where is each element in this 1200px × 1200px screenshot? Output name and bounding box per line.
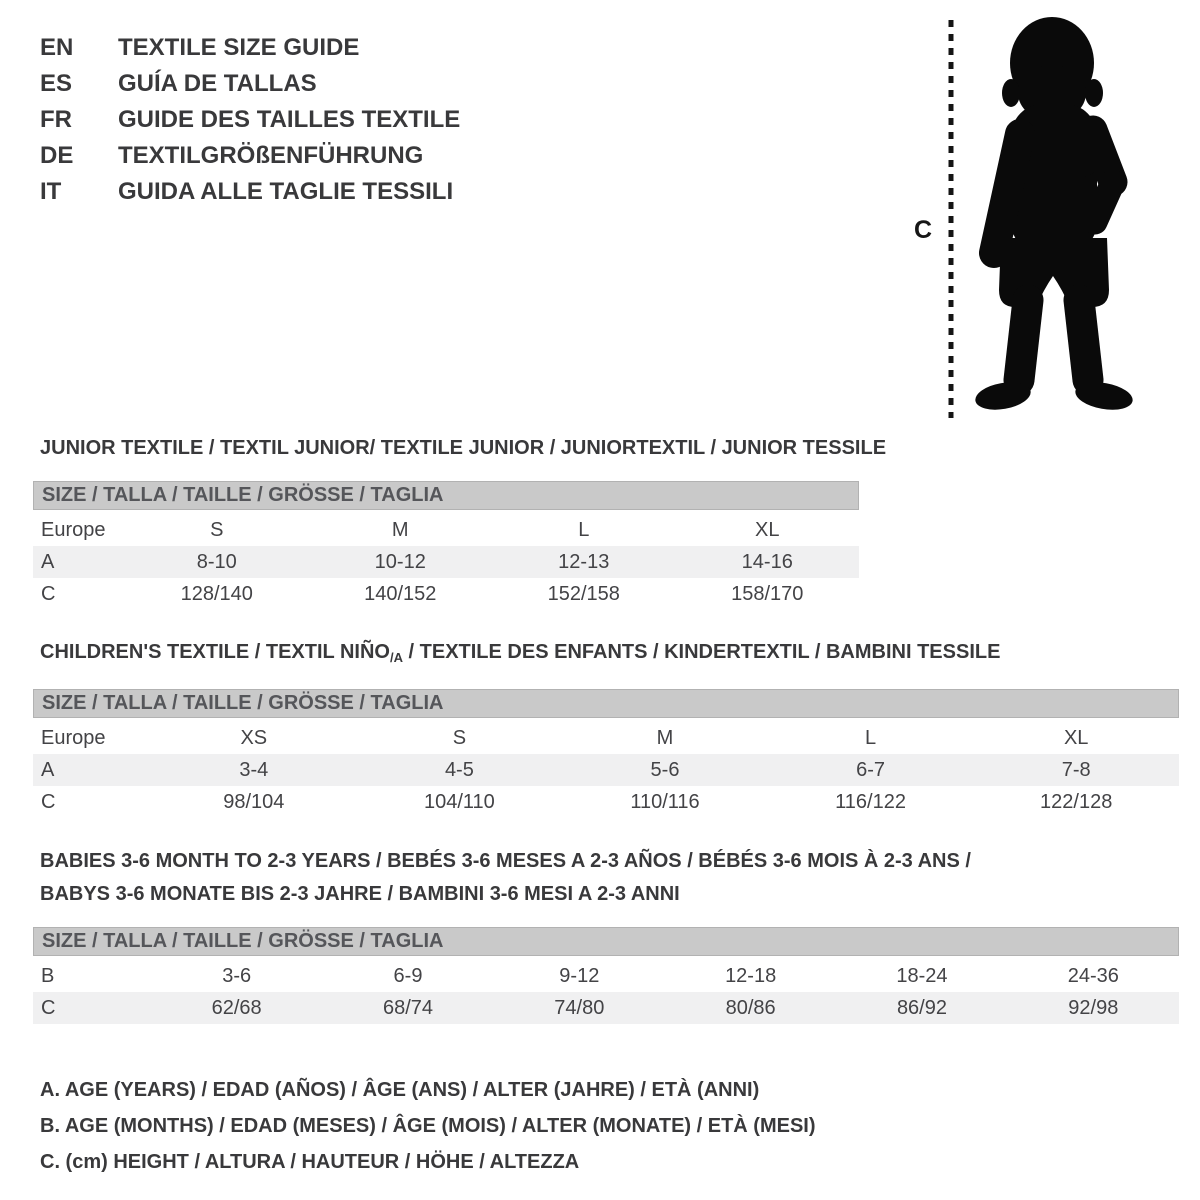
cell: 122/128 bbox=[1040, 790, 1113, 813]
children-table-grid bbox=[33, 722, 1179, 818]
cell: XL bbox=[755, 518, 780, 541]
cell: M bbox=[391, 518, 409, 541]
babies-size-table bbox=[33, 927, 1179, 1024]
table-row bbox=[33, 992, 1179, 1024]
cell: XS bbox=[240, 726, 268, 749]
guide-title: GUIDE DES TAILLES TEXTILE bbox=[118, 106, 461, 133]
cell: S bbox=[210, 518, 224, 541]
table-row bbox=[33, 960, 1179, 992]
cell: 14-16 bbox=[676, 546, 860, 578]
table-row bbox=[33, 546, 859, 578]
language-code: ES bbox=[40, 70, 73, 97]
cell: 92/98 bbox=[1008, 992, 1179, 1024]
cell: 3-6 bbox=[222, 964, 252, 987]
row-label: C bbox=[33, 992, 151, 1024]
cell: 18-24 bbox=[896, 964, 948, 987]
language-row bbox=[40, 174, 460, 210]
table-row bbox=[33, 578, 859, 610]
cell: 5-6 bbox=[562, 754, 768, 786]
language-row bbox=[40, 138, 460, 174]
legend-age-months: B. AGE (MONTHS) / EDAD (MESES) / ÂGE (MOIS) / ALTER (MONATE) / ETÀ (MESI) bbox=[40, 1115, 816, 1137]
language-code: DE bbox=[40, 142, 74, 169]
babies-table-grid bbox=[33, 960, 1179, 1024]
junior-table-grid bbox=[33, 514, 859, 610]
size-header-bar: SIZE / TALLA / TAILLE / GRÖSSE / TAGLIA bbox=[33, 689, 1179, 718]
language-row bbox=[40, 102, 460, 138]
children-title-pre: CHILDREN'S TEXTILE / TEXTIL NIÑO bbox=[40, 641, 390, 663]
cell: L bbox=[865, 726, 877, 749]
cell: 7-8 bbox=[973, 754, 1179, 786]
row-label: B bbox=[41, 964, 55, 987]
babies-title-line1: BABIES 3-6 MONTH TO 2-3 YEARS / BEBÉS 3-6 MESES A 2-3 AÑOS / BÉBÉS 3-6 MOIS À 2-3 ANS / bbox=[40, 850, 971, 872]
children-title-sub: /A bbox=[389, 650, 403, 665]
table-row bbox=[33, 722, 1179, 754]
children-size-table bbox=[33, 689, 1179, 818]
cell: M bbox=[656, 726, 674, 749]
height-measure-label: C bbox=[914, 216, 933, 244]
legend-height-cm: C. (cm) HEIGHT / ALTURA / HAUTEUR / HÖHE / ALTEZZA bbox=[40, 1151, 580, 1173]
cell: 4-5 bbox=[357, 754, 563, 786]
cell: 110/116 bbox=[630, 790, 700, 813]
table-row bbox=[33, 754, 1179, 786]
cell: XL bbox=[1063, 726, 1089, 749]
cell: 104/110 bbox=[423, 790, 495, 813]
row-label: Europe bbox=[41, 518, 106, 541]
junior-section-title: JUNIOR TEXTILE / TEXTIL JUNIOR/ TEXTILE JUNIOR / JUNIORTEXTIL / JUNIOR TESSILE bbox=[40, 437, 887, 459]
cell: 9-12 bbox=[559, 964, 600, 987]
measure-legend bbox=[40, 1072, 816, 1180]
children-section-title bbox=[40, 641, 1000, 665]
language-row bbox=[40, 66, 460, 102]
cell: 6-7 bbox=[768, 754, 974, 786]
guide-title: TEXTILE SIZE GUIDE bbox=[118, 34, 360, 61]
table-row bbox=[33, 786, 1179, 818]
cell: 12-18 bbox=[725, 964, 777, 987]
cell: 128/140 bbox=[180, 582, 253, 605]
guide-title: TEXTILGRÖßENFÜHRUNG bbox=[118, 142, 424, 169]
cell: 3-4 bbox=[151, 754, 357, 786]
cell: 8-10 bbox=[125, 546, 309, 578]
babies-title-line2: BABYS 3-6 MONATE BIS 2-3 JAHRE / BAMBINI 3-6 MESI A 2-3 ANNI bbox=[40, 883, 680, 905]
cell: 152/158 bbox=[547, 582, 620, 605]
size-header-bar: SIZE / TALLA / TAILLE / GRÖSSE / TAGLIA bbox=[33, 927, 1179, 956]
junior-size-table bbox=[33, 481, 859, 610]
baby-silhouette-shape bbox=[973, 17, 1135, 414]
cell: L bbox=[578, 518, 590, 541]
cell: 158/170 bbox=[731, 582, 804, 605]
row-label: C bbox=[41, 582, 56, 605]
cell: 12-13 bbox=[492, 546, 676, 578]
row-label: C bbox=[41, 790, 56, 813]
guide-title: GUÍA DE TALLAS bbox=[118, 70, 317, 97]
height-measure-figure bbox=[900, 10, 1158, 425]
language-code: FR bbox=[40, 106, 72, 133]
babies-section-title bbox=[40, 845, 971, 911]
cell: 62/68 bbox=[151, 992, 322, 1024]
children-title-post: / TEXTILE DES ENFANTS / KINDERTEXTIL / BAMBINI TESSILE bbox=[402, 641, 1001, 663]
cell: 140/152 bbox=[364, 582, 437, 605]
cell: 98/104 bbox=[223, 790, 285, 813]
cell: 74/80 bbox=[494, 992, 665, 1024]
language-code: IT bbox=[40, 178, 62, 205]
legend-age-years: A. AGE (YEARS) / EDAD (AÑOS) / ÂGE (ANS) / ALTER (JAHRE) / ETÀ (ANNI) bbox=[40, 1079, 760, 1101]
language-title-list bbox=[40, 30, 460, 210]
row-label: A bbox=[33, 754, 151, 786]
table-row bbox=[33, 514, 859, 546]
cell: 10-12 bbox=[309, 546, 493, 578]
cell: S bbox=[452, 726, 467, 749]
cell: 68/74 bbox=[322, 992, 493, 1024]
language-row bbox=[40, 30, 460, 66]
size-header-bar: SIZE / TALLA / TAILLE / GRÖSSE / TAGLIA bbox=[33, 481, 859, 510]
guide-title: GUIDA ALLE TAGLIE TESSILI bbox=[118, 178, 454, 205]
row-label: A bbox=[33, 546, 125, 578]
baby-silhouette-icon bbox=[900, 10, 1158, 425]
row-label: Europe bbox=[41, 726, 106, 749]
cell: 80/86 bbox=[665, 992, 836, 1024]
cell: 86/92 bbox=[836, 992, 1007, 1024]
cell: 24-36 bbox=[1067, 964, 1119, 987]
language-code: EN bbox=[40, 34, 74, 61]
cell: 116/122 bbox=[835, 790, 906, 813]
cell: 6-9 bbox=[393, 964, 423, 987]
